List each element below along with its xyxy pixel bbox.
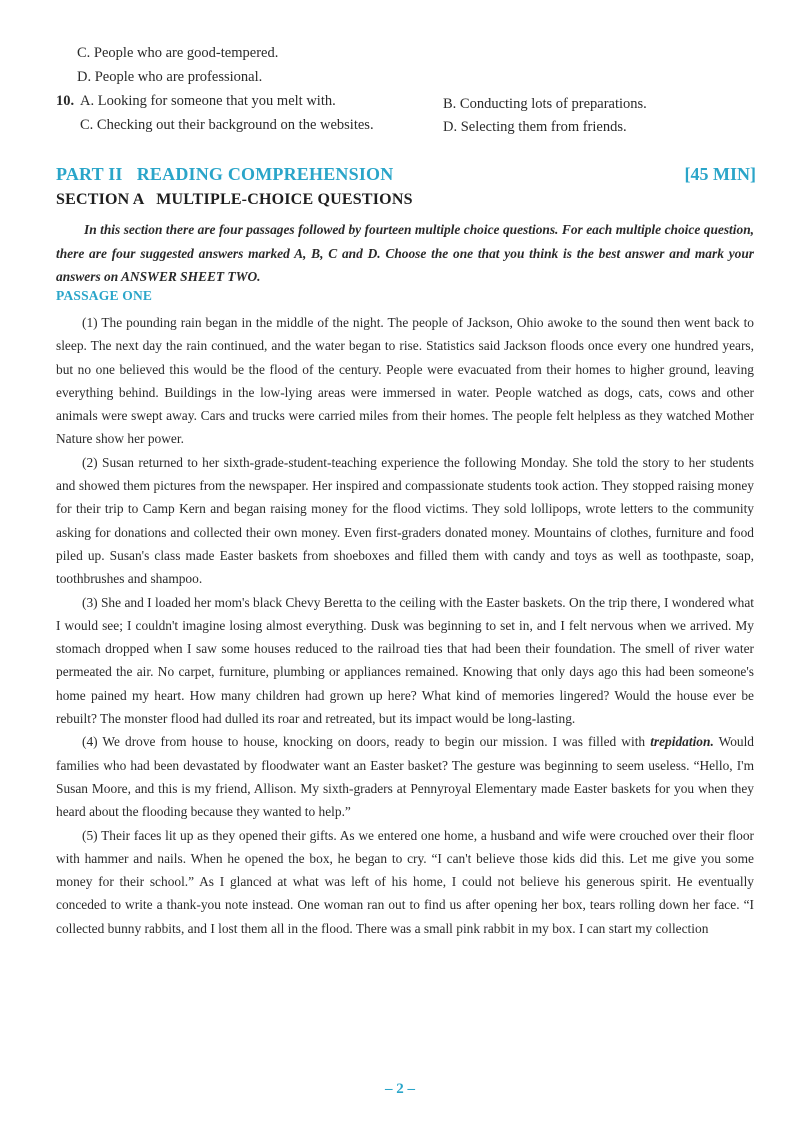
emphasized-word: trepidation. [650,734,714,750]
passage-paragraph-2: (2) Susan returned to her sixth-grade-student-teaching experience the following Monday. She told the story to her students and showed them pictures from the newspaper. Her inspired and compassionate students took action. They stopped raising money for their trip to Camp Kern and began raising money for the flood victims. They sold lollipops, wrote letters to the community asking for donations and collected their own money. Even first-graders donated money. Mountains of clothes, furniture and food piled up. Susan's class made Easter baskets from shoeboxes and filled them with candy and toys as well as toothpaste, soap, toothbrushes and shampoo. [56,454,754,587]
q9-option-d[interactable]: D. People who are professional. [77,69,263,85]
part-title: PART II READING COMPREHENSION [56,164,394,184]
q10-option-a[interactable]: A. Looking for someone that you melt with. [80,93,336,109]
passage-paragraph-4 [56,730,754,823]
q10-number: 10. [56,93,75,109]
passage-paragraph-1: (1) The pounding rain began in the middle of the night. The people of Jackson, Ohio awoke to the sound then went back to sleep. The next day the rain continued, and the water began to rise. Statistics said Jackson floods once every one hundred years, but no one believed this would be the flood of the century. People were evacuated from their homes to higher ground, leaving everything behind. Buildings in the low-lying areas were immersed in water. People watched as dogs, cats, cows and other animals were swept away. Cars and trucks were carried miles from their homes. The people felt helpless as they watched Mother Nature show her power. [56,315,754,447]
q10-option-c[interactable]: C. Checking out their background on the websites. [80,117,374,133]
section-instructions: In this section there are four passages followed by fourteen multiple choice questions. For each multiple choice question, there are four suggested answers marked A, B, C and D. Choose the one that you think is the best answer and mark your answers on ANSWER SHEET TWO. [56,222,754,284]
passage-paragraph-5: (5) Their faces lit up as they opened their gifts. As we entered one home, a husband and wife were crouched over their floor with hammer and nails. When he opened the box, he began to cry. “I can't believe those kids did this. Let me give you some money for their school.” As I glanced at what was left of his home, I could not believe his generous spirit. He eventually conceded to write a thank-you note instead. One woman ran out to find us after opening her box, tears rolling down her face. “I collected bunny rabbits, and I lost them all in the flood. There was a small pink rabbit in my box. I can start my collection [56,827,754,936]
part-time-limit: [45 MIN] [684,164,756,184]
passage-label: PASSAGE ONE [56,288,153,303]
passage-paragraph-3: (3) She and I loaded her mom's black Chevy Beretta to the ceiling with the Easter baskets. On the trip there, I wondered what I would see; I couldn't imagine losing almost everything. Dusk was beginning to set in, and I felt nervous when we arrived. My stomach dropped when I saw some houses reduced to the railroad ties that had been their foundation. The smell of river water permeated the air. No carpet, furniture, plumbing or appliances remained. Knowing that only days ago this had been someone's home pained my heart. How many children had grown up here? What kind of memories lingered? Would the house ever be rebuilt? The monster flood had dulled its roar and retreated, but its impact would be long-lasting. [56,594,754,727]
q9-option-c[interactable]: C. People who are good-tempered. [77,45,279,61]
paragraph-4-text-start: (4) We drove from house to house, knocking on doors, ready to begin our mission. I was filled with [82,734,651,750]
q10-option-b[interactable]: B. Conducting lots of preparations. [443,96,647,112]
part-header [56,164,756,188]
passage-text [56,311,754,940]
paragraph-4-text-end: Would families who had been devastated by floodwater want an Easter basket? The gesture was beginning to seem useless. “Hello, I'm Susan Moore, and this is my friend, Allison. My sixth-graders at Pennyroyal Elementary made Easter baskets for you when they heard about the flooding because they wanted to help.” [56,734,754,820]
page-number: – 2 – [385,1081,415,1097]
section-title: SECTION A MULTIPLE-CHOICE QUESTIONS [56,191,413,208]
q10-option-d[interactable]: D. Selecting them from friends. [443,119,627,135]
